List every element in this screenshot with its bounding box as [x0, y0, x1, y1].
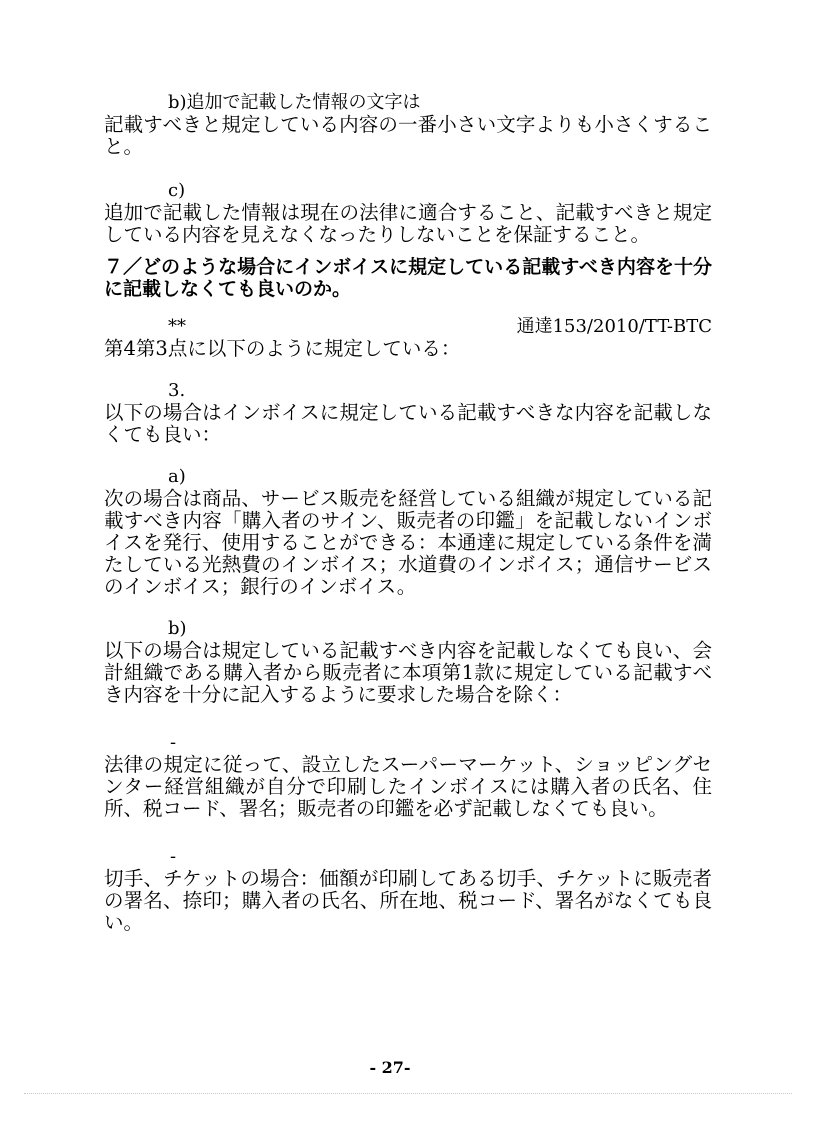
item-b-text: 記載すべきと規定している内容の一番小さい文字よりも小さくすること。 — [104, 113, 712, 158]
dash-1-text: 法律の規定に従って、設立したスーパーマーケット、ショッピングセンター経営組織が自分で印刷したインボイスには購入者の氏名、住所、税コード、署名；販売者の印鑑を必ず記載しなくても良い。 — [104, 753, 712, 820]
reference-circular: 通達153/2010/TT-BTC — [516, 316, 712, 337]
item-c-marker: c) — [168, 180, 186, 201]
dash-2-text: 切手、チケットの場合：価額が印刷してある切手、チケットに販売者の署名、捺印；購入者の氏名、所在地、税コード、署名がなくても良い。 — [104, 867, 712, 934]
dash-2-marker: - — [170, 846, 177, 867]
page-number: - 27- — [369, 1058, 411, 1077]
item-b2-marker: b) — [168, 618, 187, 639]
item-b-marker: b)追加で記載した情報の文字は — [168, 92, 421, 113]
footer-divider — [24, 1093, 792, 1094]
reference-row — [104, 316, 712, 338]
point-3-marker: 3. — [168, 380, 186, 401]
item-a-text: 次の場合は商品、サービス販売を経営している組織が規定している記載すべき内容「購入者のサイン、販売者の印鑑」を記載しないインボイスを発行、使用することができる：本通達に規定している条件を満たしている光熱費のインボイス；水道費のインボイス；通信サービスのインボイス；銀行のインボイス。 — [104, 487, 712, 598]
reference-stars: ** — [168, 316, 186, 337]
page-content — [104, 92, 712, 934]
item-a-marker: a) — [168, 466, 186, 487]
point-3-text: 以下の場合はインボイスに規定している記載すべきな内容を記載しなくても良い： — [104, 401, 712, 446]
dash-1-marker: - — [170, 732, 177, 753]
reference-text: 第4第3点に以下のように規定している： — [104, 337, 461, 360]
section-heading: ７／どのような場合にインボイスに規定している記載すべき内容を十分に記載しなくても良いのか。 — [104, 256, 712, 300]
item-c-text: 追加で記載した情報は現在の法律に適合すること、記載すべきと規定している内容を見えなくなったりしないことを保証すること。 — [104, 201, 712, 246]
item-b2-text: 以下の場合は規定している記載すべき内容を記載しなくても良い、会計組織である購入者から販売者に本項第1款に規定している記載すべき内容を十分に記入するように要求した場合を除く： — [104, 639, 712, 706]
